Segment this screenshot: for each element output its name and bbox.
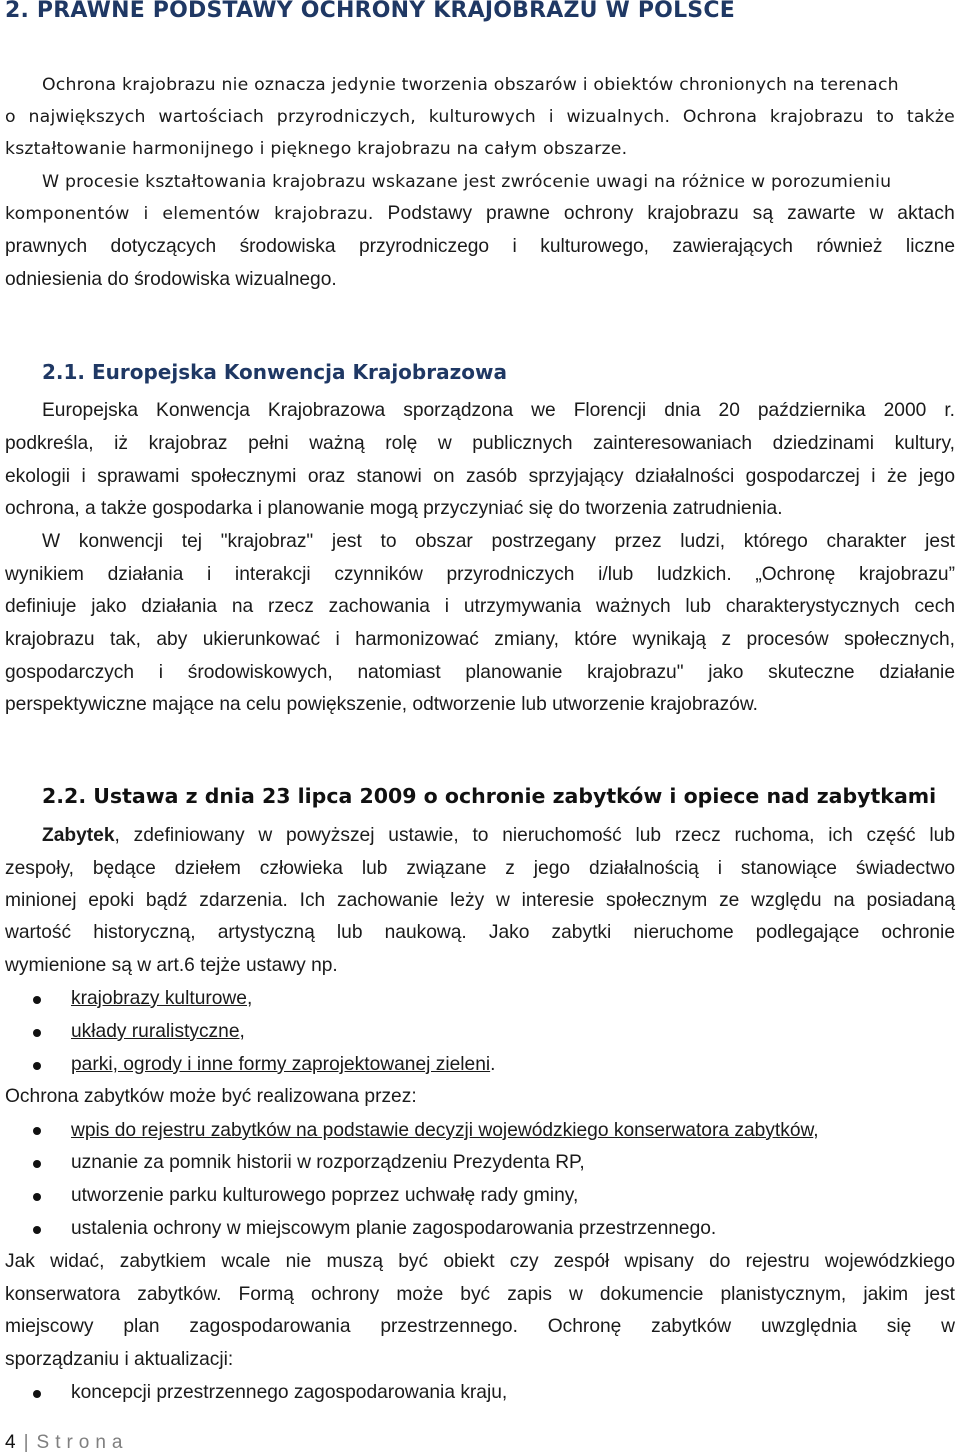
paragraph-line: zespoły, będące dziełem człowieka lub związane z jego działalnością i stanowiące świadectwo bbox=[5, 858, 955, 879]
paragraph-line: ochrona, a także gospodarka i planowanie mogą przyczyniać się do tworzenia zatrudnienia. bbox=[5, 498, 783, 519]
paragraph-line: o największych wartościach przyrodniczych, kulturowych i wizualnych. Ochrona krajobrazu to także bbox=[5, 107, 955, 127]
list-item: ustalenia ochrony w miejscowym planie zagospodarowania przestrzennego. bbox=[71, 1218, 717, 1239]
bullet-icon bbox=[33, 1226, 41, 1234]
paragraph-line: konserwatora zabytków. Formą ochrony może być zapis w dokumencie planistycznym, jakim jest bbox=[5, 1284, 955, 1305]
paragraph-line: sporządzaniu i aktualizacji: bbox=[5, 1349, 234, 1370]
paragraph-line: W procesie kształtowania krajobrazu wskazane jest zwrócenie uwagi na różnice w porozumieniu bbox=[42, 172, 892, 192]
paragraph-line: prawnych dotyczących środowiska przyrodniczego i kulturowego, zawierających również liczne bbox=[5, 236, 955, 257]
footer-label: Strona bbox=[36, 1432, 129, 1453]
bullet-icon bbox=[33, 1160, 41, 1168]
bullet-icon bbox=[33, 996, 41, 1004]
paragraph-line: gospodarczych i środowiskowych, natomiast planowanie krajobrazu" jako skuteczne działanie bbox=[5, 662, 955, 683]
paragraph-line: wartość historyczną, artystyczną lub naukową. Jako zabytki nieruchome podlegające ochronie bbox=[5, 922, 955, 943]
page-footer bbox=[5, 1432, 129, 1454]
list-item: krajobrazy kulturowe, bbox=[71, 988, 253, 1009]
list-item: wpis do rejestru zabytków na podstawie decyzji wojewódzkiego konserwatora zabytków, bbox=[71, 1120, 819, 1141]
paragraph-line: W konwencji tej "krajobraz" jest to obszar postrzegany przez ludzi, którego charakter jest bbox=[42, 531, 955, 552]
bullet-icon bbox=[33, 1193, 41, 1201]
subsection-title: 2.1. Europejska Konwencja Krajobrazowa bbox=[42, 360, 507, 384]
bold-term: Zabytek bbox=[42, 825, 115, 846]
bullet-icon bbox=[33, 1029, 41, 1037]
bullet-icon bbox=[33, 1390, 41, 1398]
paragraph-line: podkreśla, iż krajobraz pełni ważną rolę w publicznych zainteresowaniach dziedzinami kultury, bbox=[5, 433, 955, 454]
list-item: parki, ogrody i inne formy zaprojektowanej zieleni. bbox=[71, 1054, 496, 1075]
page-number: 4 bbox=[5, 1432, 16, 1453]
paragraph-line: krajobrazu tak, aby ukierunkować i harmonizować zmiany, które wynikają z procesów społecznych, bbox=[5, 629, 955, 650]
paragraph-line: kształtowanie harmonijnego i pięknego krajobrazu na całym obszarze. bbox=[5, 139, 628, 159]
paragraph-line: Europejska Konwencja Krajobrazowa sporządzona we Florencji dnia 20 października 2000 r. bbox=[42, 400, 955, 421]
paragraph-line: minionej epoki bądź zdarzenia. Ich zachowanie leży w interesie społecznym ze względu na posiadaną bbox=[5, 890, 955, 911]
paragraph-line: definiuje jako działania na rzecz zachowania i utrzymywania ważnych lub charakterystycznych cech bbox=[5, 596, 955, 617]
bullet-icon bbox=[33, 1127, 41, 1135]
paragraph-line: wymienione są w art.6 tejże ustawy np. bbox=[5, 955, 338, 976]
paragraph-line: komponentów i elementów krajobrazu. Podstawy prawne ochrony krajobrazu są zawarte w aktach bbox=[5, 203, 955, 224]
paragraph-line: miejscowy plan zagospodarowania przestrzennego. Ochronę zabytków uwzględnia się w bbox=[5, 1316, 955, 1337]
paragraph-line: wynikiem działania i interakcji czynników przyrodniczych i/lub ludzkich. „Ochronę krajobrazu” bbox=[5, 564, 955, 585]
paragraph-line: perspektywiczne mające na celu powiększenie, odtworzenie lub utworzenie krajobrazów. bbox=[5, 694, 758, 715]
list-item: uznanie za pomnik historii w rozporządzeniu Prezydenta RP, bbox=[71, 1152, 585, 1173]
paragraph-line: Zabytek, zdefiniowany w powyższej ustawie, to nieruchomość lub rzecz ruchoma, ich część lub bbox=[42, 825, 955, 846]
list-item: układy ruralistyczne, bbox=[71, 1021, 245, 1042]
paragraph-line: Jak widać, zabytkiem wcale nie muszą być obiekt czy zespół wpisany do rejestru wojewódzkiego bbox=[5, 1251, 955, 1272]
list-item: koncepcji przestrzennego zagospodarowania kraju, bbox=[71, 1382, 508, 1403]
list-item: utworzenie parku kulturowego poprzez uchwałę rady gminy, bbox=[71, 1185, 579, 1206]
paragraph-line: Ochrona zabytków może być realizowana przez: bbox=[5, 1086, 417, 1107]
section-title: 2. PRAWNE PODSTAWY OCHRONY KRAJOBRAZU W POLSCE bbox=[5, 0, 735, 23]
paragraph-line: Ochrona krajobrazu nie oznacza jedynie tworzenia obszarów i obiektów chronionych na terenach bbox=[42, 75, 899, 95]
paragraph-line: ekologii i sprawami społecznymi oraz stanowi on zasób sprzyjający działalności gospodarczej i że jego bbox=[5, 466, 955, 487]
subsection-title: 2.2. Ustawa z dnia 23 lipca 2009 o ochronie zabytków i opiece nad zabytkami bbox=[42, 784, 937, 808]
paragraph-line: odniesienia do środowiska wizualnego. bbox=[5, 269, 337, 290]
footer-separator: | bbox=[23, 1432, 29, 1453]
bullet-icon bbox=[33, 1062, 41, 1070]
